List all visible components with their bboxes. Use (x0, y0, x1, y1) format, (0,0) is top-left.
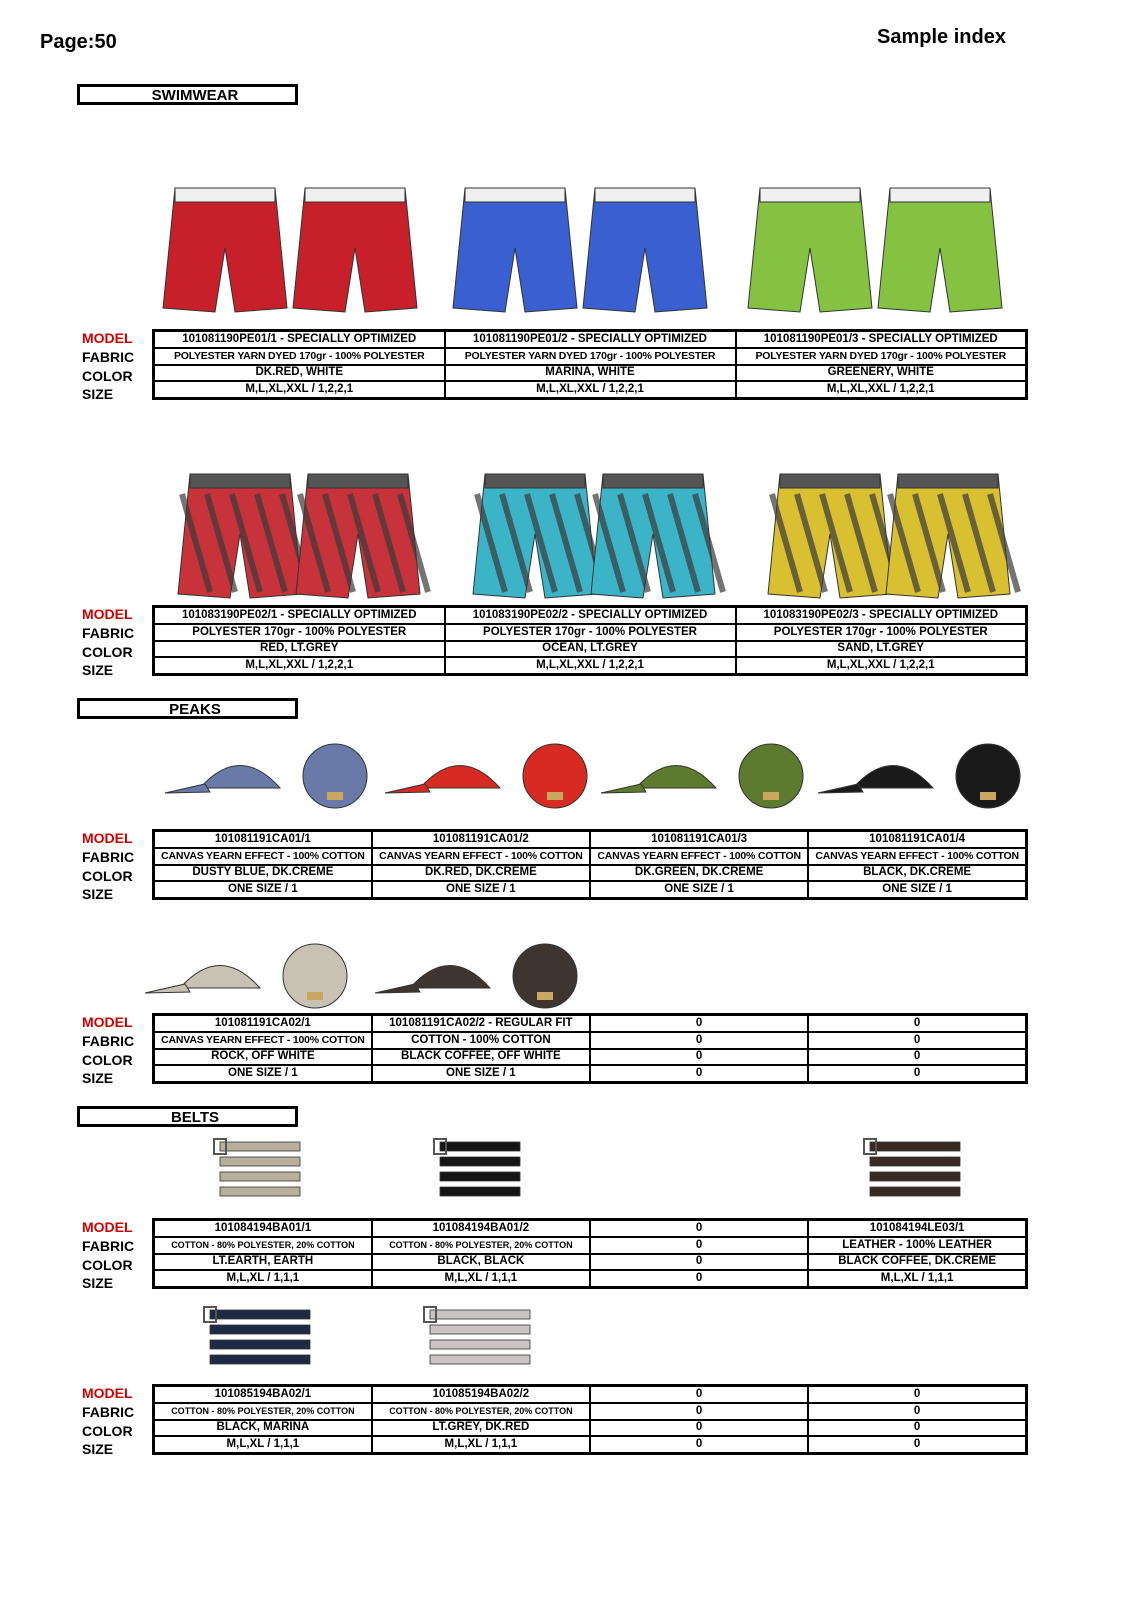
color-cell: BLACK COFFEE, DK.CREME (808, 1254, 1026, 1271)
model-cell: 101085194BA02/1 (154, 1386, 372, 1403)
model-cell: 101084194BA01/1 (154, 1220, 372, 1237)
cap-peak-drawing (375, 984, 420, 993)
spec-table-swimwear-1 (152, 329, 1028, 400)
color-row (154, 865, 1027, 882)
cap-strap-drawing (327, 792, 343, 800)
size-cell: M,L,XL,XXL / 1,2,2,1 (445, 657, 736, 674)
color-cell: BLACK, BLACK (372, 1254, 590, 1271)
fabric-row (154, 348, 1027, 365)
page-number: Page:50 (40, 31, 117, 53)
color-cell: RED, LT.GREY (154, 641, 445, 658)
belt-strap-drawing (220, 1187, 300, 1196)
shorts-drawing (878, 188, 1002, 312)
section-title: PEAKS (169, 701, 221, 718)
belt-strap-drawing (440, 1157, 520, 1166)
color-cell: 0 (808, 1049, 1026, 1066)
model-cell: 101081191CA01/1 (154, 831, 372, 848)
belt-strap-drawing (430, 1310, 530, 1319)
color-cell: DK.RED, WHITE (154, 365, 445, 382)
model-label: MODEL (82, 1219, 133, 1235)
fabric-cell: COTTON - 80% POLYESTER, 20% COTTON (372, 1403, 590, 1420)
fabric-cell: COTTON - 80% POLYESTER, 20% COTTON (154, 1237, 372, 1254)
model-cell: 101083190PE02/3 - SPECIALLY OPTIMIZED (736, 607, 1027, 624)
size-cell: ONE SIZE / 1 (372, 1065, 590, 1082)
color-label: COLOR (82, 367, 133, 384)
fabric-cell: CANVAS YEARN EFFECT - 100% COTTON (154, 848, 372, 865)
fabric-label: FABRIC (82, 624, 135, 641)
color-cell: DK.GREEN, DK.CREME (590, 865, 808, 882)
belt-strap-drawing (430, 1355, 530, 1364)
waistband-drawing (308, 474, 408, 488)
size-cell: M,L,XL,XXL / 1,2,2,1 (445, 381, 736, 398)
cap-crown-drawing (636, 766, 716, 789)
size-cell: M,L,XL,XXL / 1,2,2,1 (736, 381, 1027, 398)
model-cell: 101083190PE02/2 - SPECIALLY OPTIMIZED (445, 607, 736, 624)
belt-strap-drawing (870, 1142, 960, 1151)
model-label: MODEL (82, 1014, 133, 1030)
fabric-row (154, 1032, 1027, 1049)
size-label: SIZE (82, 1441, 114, 1458)
waistband-drawing (603, 474, 703, 488)
size-cell: ONE SIZE / 1 (372, 881, 590, 898)
spec-table-swimwear-2 (152, 605, 1028, 676)
model-cell: 101081191CA02/2 - REGULAR FIT (372, 1015, 590, 1032)
size-cell: M,L,XL / 1,1,1 (808, 1270, 1026, 1287)
belt-strap-drawing (210, 1325, 310, 1334)
model-cell: 101081190PE01/1 - SPECIALLY OPTIMIZED (154, 331, 445, 348)
belt-strap-drawing (210, 1355, 310, 1364)
model-cell: 0 (808, 1015, 1026, 1032)
row-labels (82, 1384, 134, 1459)
cap-crown-drawing (180, 966, 260, 989)
fabric-label: FABRIC (82, 1403, 135, 1420)
shorts-drawing (748, 188, 872, 312)
fabric-cell: CANVAS YEARN EFFECT - 100% COTTON (590, 848, 808, 865)
fabric-label: FABRIC (82, 1237, 135, 1254)
fabric-cell: CANVAS YEARN EFFECT - 100% COTTON (808, 848, 1026, 865)
size-label: SIZE (82, 1275, 114, 1292)
waistband-drawing (595, 188, 695, 202)
size-cell: ONE SIZE / 1 (154, 881, 372, 898)
model-row (154, 1386, 1027, 1403)
color-cell: OCEAN, LT.GREY (445, 641, 736, 658)
model-cell: 101081190PE01/2 - SPECIALLY OPTIMIZED (445, 331, 736, 348)
model-row (154, 607, 1027, 624)
model-cell: 101084194LE03/1 (808, 1220, 1026, 1237)
belt-strap-drawing (210, 1310, 310, 1319)
size-label: SIZE (82, 1070, 114, 1087)
waistband-drawing (898, 474, 998, 488)
cap-crown-drawing (853, 766, 933, 789)
fabric-cell: 0 (590, 1403, 808, 1420)
size-cell: ONE SIZE / 1 (154, 1065, 372, 1082)
shorts-drawing (293, 188, 417, 312)
fabric-cell: 0 (590, 1032, 808, 1049)
size-cell: M,L,XL,XXL / 1,2,2,1 (154, 657, 445, 674)
belt-strap-drawing (870, 1157, 960, 1166)
size-cell: M,L,XL,XXL / 1,2,2,1 (154, 381, 445, 398)
row-labels (82, 329, 134, 404)
color-row (154, 1049, 1027, 1066)
color-cell: ROCK, OFF WHITE (154, 1049, 372, 1066)
color-cell: BLACK, DK.CREME (808, 865, 1026, 882)
color-label: COLOR (82, 643, 133, 660)
row-labels (82, 829, 134, 904)
size-row (154, 1436, 1027, 1453)
cap-crown-drawing (410, 966, 490, 989)
model-row (154, 831, 1027, 848)
size-cell: M,L,XL / 1,1,1 (154, 1270, 372, 1287)
color-row (154, 1254, 1027, 1271)
model-label: MODEL (82, 1385, 133, 1401)
spec-table-belts-1 (152, 1218, 1028, 1289)
color-cell: DUSTY BLUE, DK.CREME (154, 865, 372, 882)
model-cell: 101081191CA01/2 (372, 831, 590, 848)
fabric-row (154, 848, 1027, 865)
model-cell: 101084194BA01/2 (372, 1220, 590, 1237)
fabric-label: FABRIC (82, 348, 135, 365)
fabric-cell: COTTON - 100% COTTON (372, 1032, 590, 1049)
waistband-drawing (485, 474, 585, 488)
cap-peak-drawing (165, 784, 210, 793)
belt-strap-drawing (440, 1187, 520, 1196)
fabric-row (154, 1237, 1027, 1254)
shorts-drawing (583, 188, 707, 312)
cap-crown-drawing (200, 766, 280, 789)
model-row (154, 1220, 1027, 1237)
fabric-cell: POLYESTER YARN DYED 170gr - 100% POLYESTER (445, 348, 736, 365)
size-row (154, 657, 1027, 674)
color-label: COLOR (82, 1051, 133, 1068)
fabric-label: FABRIC (82, 848, 135, 865)
color-row (154, 641, 1027, 658)
belt-strap-drawing (220, 1142, 300, 1151)
color-cell: LT.GREY, DK.RED (372, 1420, 590, 1437)
color-cell: LT.EARTH, EARTH (154, 1254, 372, 1271)
cap-strap-drawing (763, 792, 779, 800)
waistband-drawing (190, 474, 290, 488)
belt-strap-drawing (430, 1340, 530, 1349)
fabric-cell: POLYESTER YARN DYED 170gr - 100% POLYESTER (736, 348, 1027, 365)
cap-strap-drawing (980, 792, 996, 800)
model-cell: 101081191CA02/1 (154, 1015, 372, 1032)
color-label: COLOR (82, 867, 133, 884)
model-cell: 101081190PE01/3 - SPECIALLY OPTIMIZED (736, 331, 1027, 348)
belt-strap-drawing (220, 1172, 300, 1181)
size-cell: M,L,XL,XXL / 1,2,2,1 (736, 657, 1027, 674)
model-cell: 0 (808, 1386, 1026, 1403)
page-title: Sample index (877, 26, 1006, 48)
size-label: SIZE (82, 662, 114, 679)
row-labels (82, 1218, 134, 1293)
belt-strap-drawing (870, 1172, 960, 1181)
color-cell: MARINA, WHITE (445, 365, 736, 382)
row-labels (82, 605, 134, 680)
size-label: SIZE (82, 386, 114, 403)
waistband-drawing (890, 188, 990, 202)
size-cell: 0 (808, 1436, 1026, 1453)
fabric-cell: LEATHER - 100% LEATHER (808, 1237, 1026, 1254)
size-cell: 0 (590, 1270, 808, 1287)
size-row (154, 381, 1027, 398)
fabric-cell: 0 (808, 1032, 1026, 1049)
fabric-label: FABRIC (82, 1032, 135, 1049)
size-cell: M,L,XL / 1,1,1 (372, 1270, 590, 1287)
fabric-row (154, 1403, 1027, 1420)
shorts-drawing (163, 188, 287, 312)
size-cell: ONE SIZE / 1 (808, 881, 1026, 898)
fabric-cell: POLYESTER 170gr - 100% POLYESTER (154, 624, 445, 641)
waistband-drawing (780, 474, 880, 488)
fabric-cell: CANVAS YEARN EFFECT - 100% COTTON (372, 848, 590, 865)
model-cell: 0 (590, 1015, 808, 1032)
spec-table-belts-2 (152, 1384, 1028, 1455)
color-cell: 0 (590, 1254, 808, 1271)
model-cell: 0 (590, 1386, 808, 1403)
color-label: COLOR (82, 1422, 133, 1439)
size-label: SIZE (82, 886, 114, 903)
fabric-cell: POLYESTER 170gr - 100% POLYESTER (445, 624, 736, 641)
color-cell: 0 (590, 1420, 808, 1437)
color-cell: 0 (808, 1420, 1026, 1437)
color-cell: GREENERY, WHITE (736, 365, 1027, 382)
model-cell: 101083190PE02/1 - SPECIALLY OPTIMIZED (154, 607, 445, 624)
fabric-cell: 0 (808, 1403, 1026, 1420)
section-title: BELTS (170, 1109, 220, 1126)
color-cell: BLACK, MARINA (154, 1420, 372, 1437)
color-row (154, 1420, 1027, 1437)
cap-strap-drawing (537, 992, 553, 1000)
cap-peak-drawing (818, 784, 863, 793)
model-cell: 101081191CA01/4 (808, 831, 1026, 848)
belt-strap-drawing (440, 1172, 520, 1181)
color-label: COLOR (82, 1256, 133, 1273)
size-cell: ONE SIZE / 1 (590, 881, 808, 898)
cap-peak-drawing (145, 984, 190, 993)
waistband-drawing (305, 188, 405, 202)
spec-table-peaks-1 (152, 829, 1028, 900)
model-cell: 0 (590, 1220, 808, 1237)
model-cell: 101085194BA02/2 (372, 1386, 590, 1403)
color-cell: DK.RED, DK.CREME (372, 865, 590, 882)
color-cell: BLACK COFFEE, OFF WHITE (372, 1049, 590, 1066)
size-cell: 0 (590, 1436, 808, 1453)
cap-peak-drawing (385, 784, 430, 793)
size-row (154, 1270, 1027, 1287)
color-row (154, 365, 1027, 382)
model-row (154, 331, 1027, 348)
fabric-cell: POLYESTER 170gr - 100% POLYESTER (736, 624, 1027, 641)
fabric-cell: COTTON - 80% POLYESTER, 20% COTTON (154, 1403, 372, 1420)
color-cell: SAND, LT.GREY (736, 641, 1027, 658)
cap-crown-drawing (420, 766, 500, 789)
size-cell: M,L,XL / 1,1,1 (372, 1436, 590, 1453)
belt-strap-drawing (430, 1325, 530, 1334)
model-label: MODEL (82, 830, 133, 846)
spec-table-peaks-2 (152, 1013, 1028, 1084)
cap-peak-drawing (601, 784, 646, 793)
row-labels (82, 1013, 134, 1088)
belt-strap-drawing (440, 1142, 520, 1151)
model-row (154, 1015, 1027, 1032)
fabric-cell: 0 (590, 1237, 808, 1254)
belt-strap-drawing (210, 1340, 310, 1349)
section-title: SWIMWEAR (151, 87, 239, 104)
waistband-drawing (175, 188, 275, 202)
model-label: MODEL (82, 330, 133, 346)
size-cell: 0 (590, 1065, 808, 1082)
model-label: MODEL (82, 606, 133, 622)
fabric-cell: CANVAS YEARN EFFECT - 100% COTTON (154, 1032, 372, 1049)
size-cell: 0 (808, 1065, 1026, 1082)
belt-strap-drawing (870, 1187, 960, 1196)
model-cell: 101081191CA01/3 (590, 831, 808, 848)
fabric-cell: COTTON - 80% POLYESTER, 20% COTTON (372, 1237, 590, 1254)
shorts-drawing (453, 188, 577, 312)
waistband-drawing (760, 188, 860, 202)
size-row (154, 881, 1027, 898)
size-row (154, 1065, 1027, 1082)
fabric-row (154, 624, 1027, 641)
cap-strap-drawing (307, 992, 323, 1000)
size-cell: M,L,XL / 1,1,1 (154, 1436, 372, 1453)
waistband-drawing (465, 188, 565, 202)
cap-strap-drawing (547, 792, 563, 800)
belt-strap-drawing (220, 1157, 300, 1166)
fabric-cell: POLYESTER YARN DYED 170gr - 100% POLYESTER (154, 348, 445, 365)
color-cell: 0 (590, 1049, 808, 1066)
